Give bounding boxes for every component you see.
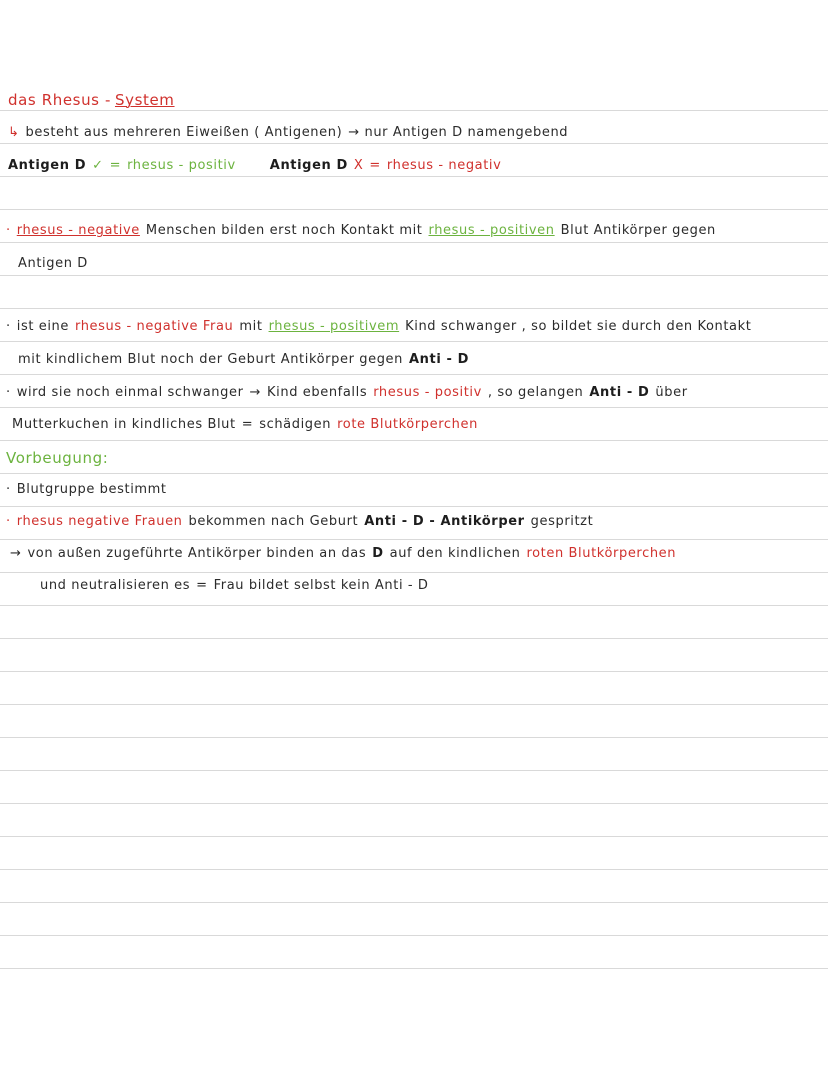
text: wird sie noch einmal schwanger	[16, 385, 244, 400]
text: Blut Antikörper gegen	[560, 223, 716, 238]
prevention-line-3	[10, 544, 828, 576]
rhesus-positive-label: rhesus - positiv	[127, 158, 236, 173]
definition-text-2: → nur Antigen D namengebend	[348, 125, 569, 140]
check-icon: ✓	[92, 158, 104, 173]
antigen-d-label-2: Antigen D	[269, 158, 348, 173]
text: bekommen nach Geburt	[188, 514, 359, 529]
text: Antigen D	[18, 256, 88, 271]
sub-arrow-icon: ↳	[8, 125, 20, 140]
highlight-positive: rhesus - positivem	[268, 319, 400, 334]
title-text: das Rhesus -	[8, 91, 111, 109]
text: Blutgruppe bestimmt	[16, 482, 167, 497]
antigen-d-label: Antigen D	[8, 158, 87, 173]
highlight-negative: rhesus negative Frauen	[16, 514, 183, 529]
highlight-positive: rhesus - positiven	[428, 223, 555, 238]
bullet-dot: ·	[6, 514, 11, 529]
text: von außen zugeführte Antikörper binden an das	[27, 546, 367, 561]
paragraph-2-line-3	[6, 383, 828, 415]
page-title	[8, 90, 828, 122]
text: ist eine	[16, 319, 69, 334]
text: Kind ebenfalls	[267, 385, 368, 400]
highlight-negative: rhesus - negative Frau	[75, 319, 234, 334]
anti-d-label: Anti - D	[409, 352, 470, 367]
definition-line	[8, 123, 828, 155]
equals-sign: =	[109, 158, 122, 173]
paragraph-1-line-1	[6, 221, 828, 253]
text: gespritzt	[530, 514, 594, 529]
text: , so gelangen	[487, 385, 584, 400]
highlight-positive: rhesus - positiv	[373, 385, 482, 400]
highlight-red-blood-cells: rote Blutkörperchen	[337, 417, 478, 432]
prevention-heading-text: Vorbeugung:	[6, 449, 109, 467]
paragraph-1-line-2	[18, 254, 828, 286]
right-arrow-icon: →	[10, 546, 22, 561]
text: auf den kindlichen	[389, 546, 521, 561]
highlight-red-blood-cells: roten Blutkörperchen	[526, 546, 677, 561]
rhesus-negative-label: rhesus - negativ	[386, 158, 502, 173]
definition-text: besteht aus mehreren Eiweißen ( Antigenen)	[25, 125, 343, 140]
paragraph-2-line-1	[6, 317, 828, 349]
equals-sign-2: =	[369, 158, 381, 173]
right-arrow-icon: →	[249, 385, 262, 400]
prevention-line-4	[40, 576, 828, 608]
antigen-line	[8, 156, 828, 188]
anti-d-antibody-label: Anti - D - Antikörper	[364, 514, 525, 529]
highlight-negative: rhesus - negative	[16, 223, 140, 238]
bullet-dot: ·	[6, 319, 11, 334]
bullet-dot: ·	[6, 482, 11, 497]
text: Kind schwanger , so bildet sie durch den Kontakt	[405, 319, 752, 334]
text: über	[655, 385, 688, 400]
bullet-dot: ·	[6, 223, 11, 238]
title-text-underlined: System	[114, 91, 175, 109]
text: schädigen	[259, 417, 332, 432]
equals-sign: =	[196, 578, 208, 593]
d-label: D	[372, 546, 384, 561]
text: Menschen bilden erst noch Kontakt mit	[145, 223, 423, 238]
prevention-heading	[6, 448, 828, 480]
text: und neutralisieren es	[40, 578, 191, 593]
prevention-line-1	[6, 480, 828, 512]
text: mit kindlichem Blut noch der Geburt Antikörper gegen	[18, 352, 403, 367]
cross-icon: X	[353, 158, 364, 173]
paragraph-2-line-4	[12, 415, 828, 447]
bullet-dot: ·	[6, 385, 11, 400]
equals-sign: =	[241, 417, 254, 432]
paragraph-2-line-2	[18, 350, 828, 382]
text: Frau bildet selbst kein Anti - D	[213, 578, 429, 593]
anti-d-label: Anti - D	[589, 385, 650, 400]
prevention-line-2	[6, 512, 828, 544]
text: Mutterkuchen in kindliches Blut	[12, 417, 236, 432]
text: mit	[239, 319, 263, 334]
